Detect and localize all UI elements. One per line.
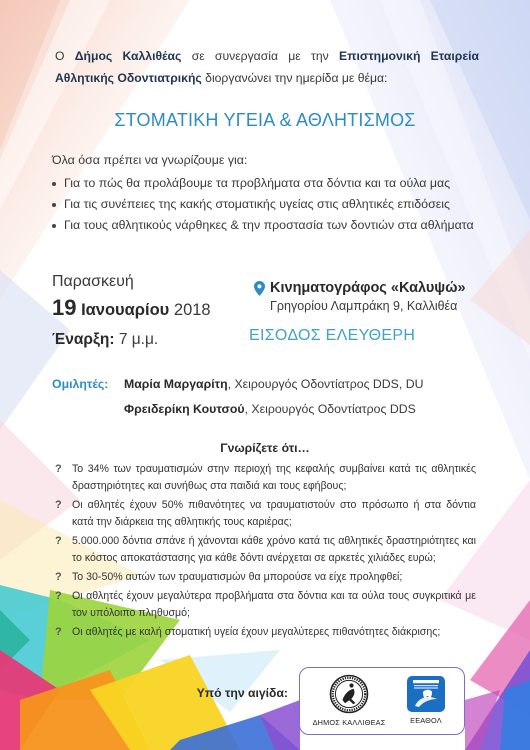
list-item <box>55 497 476 531</box>
fact-text: 5.000.000 δόντια σπάνε ή χάνονται κάθε χρόνο κατά τις αθλητικές δραστηριότητες και το κόστος αποκατάστασης για κάθε δόντι ανέρχεται σε αρκετές χιλιάδες ευρώ; <box>72 535 476 564</box>
speaker-name: Φρειδερίκη Κουτσού <box>124 402 245 416</box>
fact-text: Οι αθλητές με καλή στοματική υγεία έχουν μεγαλύτερες πιθανότητες διάκρισης; <box>72 626 441 638</box>
list-item <box>52 215 478 236</box>
facts-heading: Γνωρίζετε ότι… <box>220 441 310 455</box>
municipality-logo-caption: ΔΗΜΟΣ ΚΑΛΛΙΘΕΑΣ <box>312 718 386 727</box>
bullet-icon <box>52 203 56 207</box>
question-marker: ? <box>55 463 62 475</box>
speaker-row <box>124 401 416 418</box>
question-marker: ? <box>55 626 62 638</box>
speaker-name: Μαρία Μαργαρίτη <box>124 377 228 391</box>
patronage-label: Υπό την αιγίδα: <box>196 686 288 700</box>
speaker-separator: , <box>227 377 232 391</box>
start-time: 7 μ.μ. <box>118 331 159 348</box>
speakers-label: Ομιλητές: <box>52 377 109 391</box>
society-logo-icon <box>406 675 446 713</box>
event-day: 19 <box>52 295 77 320</box>
event-month: Ιανουαρίου <box>81 301 170 319</box>
venue-address: Γρηγορίου Λαμπράκη 9, Καλλιθέα <box>270 299 458 313</box>
intro-article: Ο <box>55 49 65 63</box>
list-item <box>55 461 476 495</box>
question-marker: ? <box>55 590 62 602</box>
fact-text: Το 34% των τραυματισμών στην περιοχή της κεφαλής συμβαίνει κατά τις αθλητικές δραστηριότητες και συνήθως στα παιδιά και τους εφήβους; <box>72 463 476 492</box>
speaker-row <box>52 376 423 393</box>
event-start <box>52 331 158 349</box>
topic-text: Για τις συνέπειες της κακής στοματικής υγείας στις αθλητικές επιδόσεις <box>64 197 450 211</box>
municipality-name: Δήμος Καλλιθέας <box>74 49 182 63</box>
list-item <box>55 624 476 641</box>
venue-name: Κινηματογράφος «Καλυψώ» <box>270 280 466 296</box>
event-date <box>52 295 211 323</box>
society-name: Επιστημονική Εταιρεία Αθλητικής Οδοντιατρικής <box>55 49 479 85</box>
topics-list <box>52 173 478 236</box>
list-item <box>52 194 478 215</box>
patronage-logos-box <box>299 667 465 735</box>
event-year: 2018 <box>173 301 211 319</box>
list-item <box>52 173 478 194</box>
municipality-logo-icon <box>329 674 369 714</box>
intro-closing: διοργανώνει την ημερίδα με θέμα: <box>205 71 388 85</box>
list-item <box>55 588 476 622</box>
question-marker: ? <box>55 535 62 547</box>
intro-paragraph <box>55 45 479 89</box>
speaker-role: Χειρουργός Οδοντίατρος DDS, DU <box>234 377 424 391</box>
speaker-role: Χειρουργός Οδοντίατρος DDS <box>251 402 416 416</box>
society-logo-caption: ΕΕΑΘΟΛ <box>410 716 442 725</box>
list-item <box>55 533 476 567</box>
topic-text: Για τους αθλητικούς νάρθηκες & την προστασία των δοντιών στα αθλήματα <box>64 218 474 232</box>
fact-text: Οι αθλητές έχουν μεγαλύτερα προβλήματα στα δόντια και τα ούλα τους συγκριτικά με τον υπόλοιπο πληθυσμό; <box>72 590 476 619</box>
list-item <box>55 569 476 586</box>
fact-text: Οι αθλητές έχουν 50% πιθανότητες να τραυματιστούν στο πρόσωπο ή στα δόντια κατά την διάρκεια της αθλητικής τους καριέρας; <box>72 499 476 528</box>
free-entry-notice: ΕΙΣΟΔΟΣ ΕΛΕΥΘΕΡΗ <box>249 327 416 344</box>
fact-text: Το 30-50% αυτών των τραυματισμών θα μπορούσε να είχε προληφθεί; <box>72 571 403 583</box>
location-pin-icon <box>254 281 265 296</box>
speaker-separator: , <box>244 402 248 416</box>
question-marker: ? <box>55 499 62 511</box>
event-weekday: Παρασκευή <box>52 273 134 290</box>
start-label: Έναρξη: <box>52 331 115 348</box>
question-marker: ? <box>55 571 62 583</box>
facts-list <box>55 461 476 643</box>
intro-connector: σε συνεργασία με την <box>191 49 329 63</box>
event-title: ΣΤΟΜΑΤΙΚΗ ΥΓΕΙΑ & ΑΘΛΗΤΙΣΜΟΣ <box>114 110 416 130</box>
topics-heading: Όλα όσα πρέπει να γνωρίζουμε για: <box>52 153 248 167</box>
topic-text: Για το πώς θα προλάβουμε τα προβλήματα στα δόντια και τα ούλα μας <box>64 176 451 190</box>
bullet-icon <box>52 182 56 186</box>
bullet-icon <box>52 224 56 228</box>
